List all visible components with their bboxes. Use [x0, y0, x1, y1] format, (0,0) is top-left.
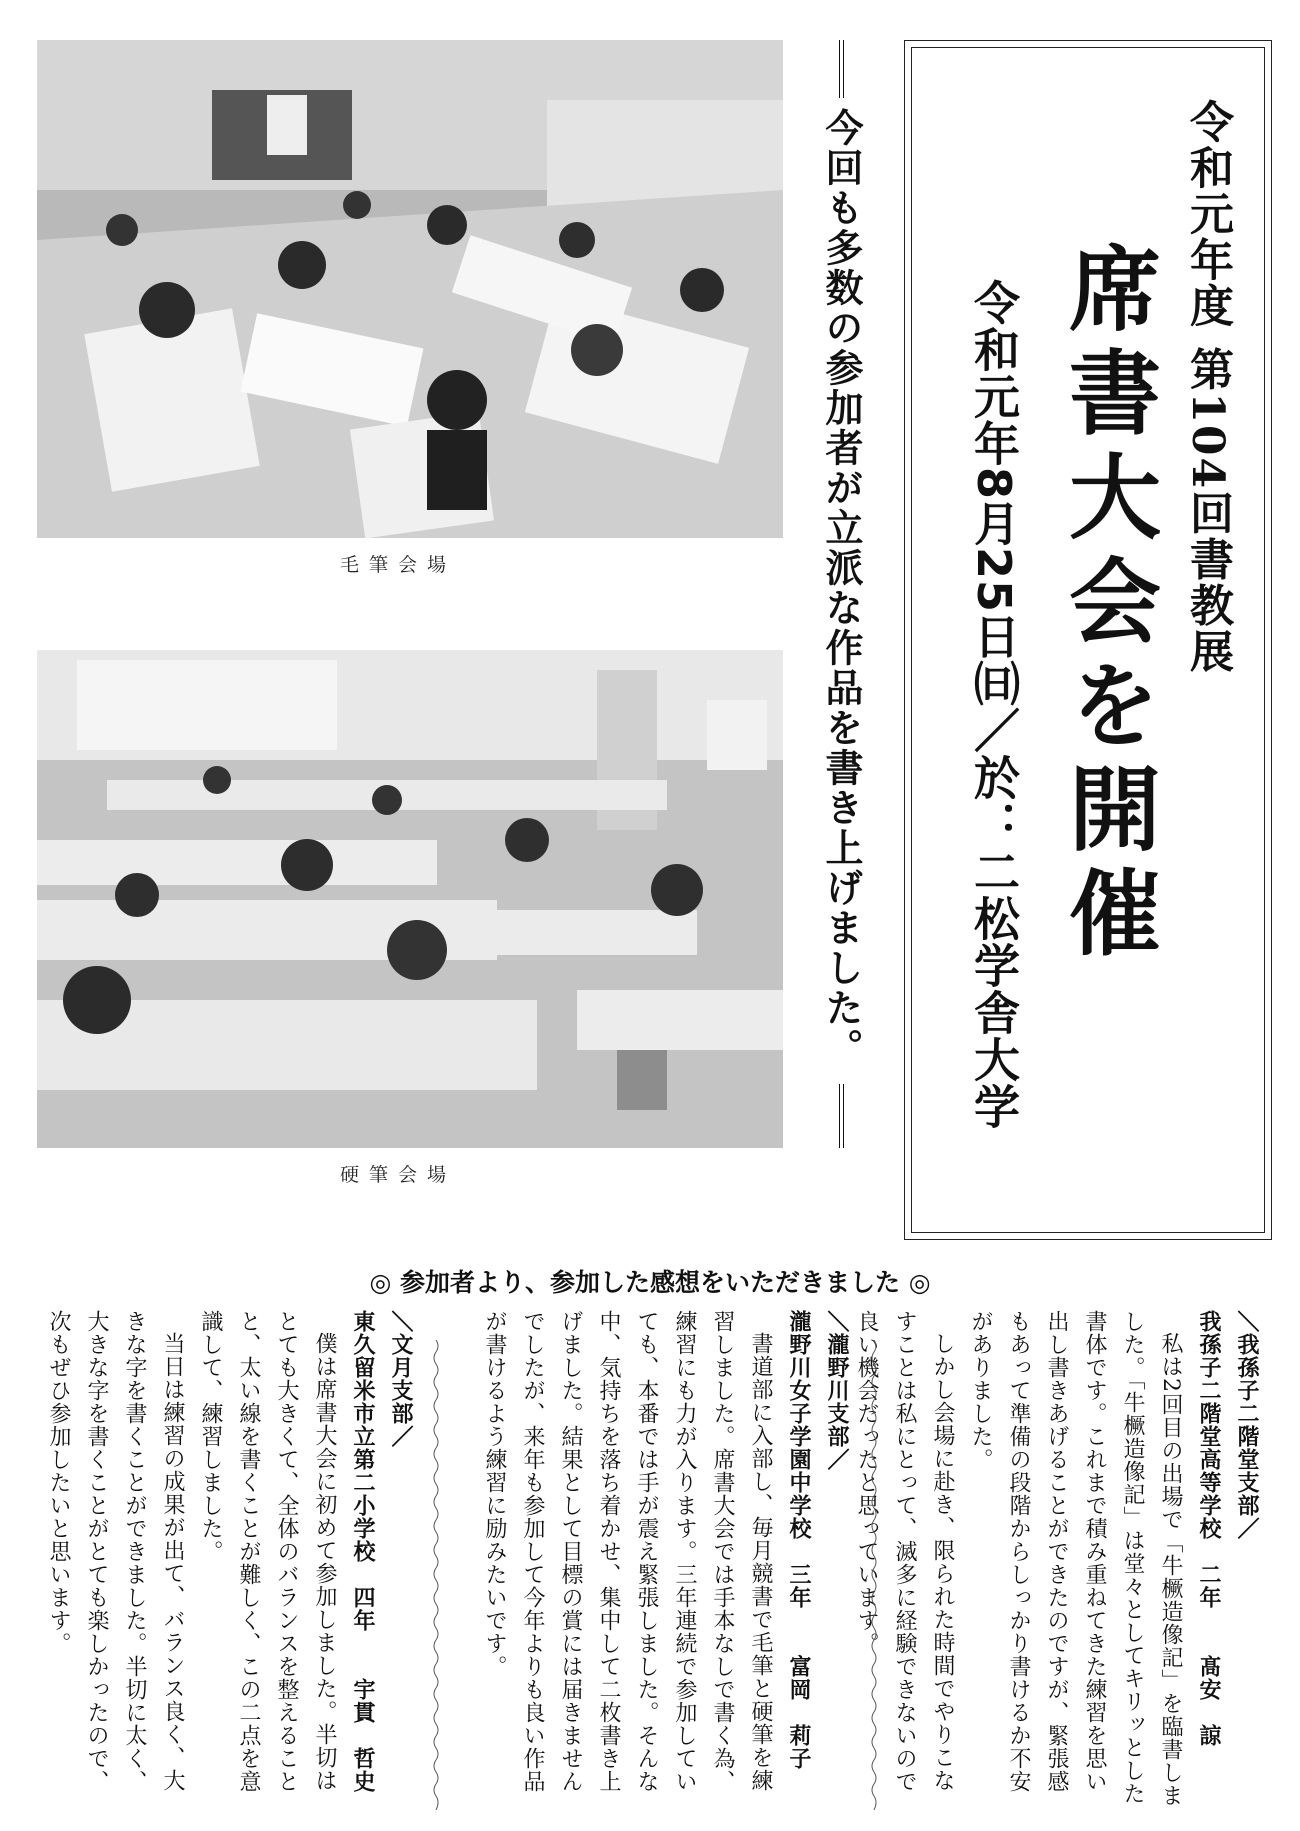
school-line: 我孫子二階堂高等学校 二年 髙安 諒: [1196, 1310, 1221, 1747]
paragraph: 僕は席書大会に初めて参加しました。半切はとても大きくて、全体のバランスを整えることと、太い線を書くことが難しく、この二点を意識して、練習しました。: [198, 1310, 337, 1793]
tagline: 今回も多数の参加者が立派な作品を書き上げました。: [819, 108, 863, 1068]
tagline-rule-top: [839, 40, 844, 98]
school-line: 瀧野川女子学園中学校 三年 富岡 莉子: [786, 1310, 811, 1770]
paragraph: 書道部に入部し、毎月競書で毛筆と硬筆を練習しました。席書大会では手本なしで書く為、練習にも力が入ります。三年連続で参加していても、本番では手が震え緊張しました。そんな中、気持ちを落ち着かせ、集中して二枚書き上げました。結果として目標の賞には届きませんでしたが、来年も参加して今年よりも良い作品が書けるよう練習に励みたいです。: [482, 1310, 773, 1793]
paragraph: 当日は練習の成果が出て、バランス良く、大きな字を書くことができました。半切に太く、大きな字を書くことがとても楽しかったので、次もぜひ参加したいと思います。: [46, 1310, 185, 1793]
testimonial-takinogawa: [455, 1310, 855, 1810]
branch-label: ＼瀧野川支部／: [824, 1310, 849, 1471]
testimonial-fumizuki: [37, 1310, 419, 1810]
branch-label: ＼文月支部／: [388, 1310, 413, 1448]
tagline-rule-bottom: [839, 1084, 844, 1148]
title-box: [904, 40, 1272, 1240]
title-main: 席書大会を開催: [1054, 241, 1162, 969]
pen-venue-photo: [37, 650, 783, 1148]
brush-venue-photo: [37, 40, 783, 538]
school-line: 東久留米市立第二小学校 四年 宇貫 哲史: [350, 1310, 375, 1793]
branch-label: ＼我孫子二階堂支部／: [1234, 1310, 1259, 1540]
pen-venue-caption: 硬筆会場: [340, 1164, 457, 1186]
title-date: 令和元年8月25日㈰／於：二松学舎大学: [967, 279, 1021, 1131]
paragraph: 私は2回目の出場で「牛橛造像記」を臨書しました。「牛橛造像記」は堂々としてキリッとした書体です。これまで積み重ねてきた練習を思い出し書きあげることができたのですが、緊張感もあって準備の段階からしっかり書けるか不安がありました。: [968, 1310, 1183, 1807]
brush-venue-caption: 毛筆会場: [340, 554, 457, 576]
title-line1: 令和元年度 第104回書教展: [1182, 99, 1233, 675]
column-divider: [432, 1340, 440, 1810]
paragraph: しかし会場に赴き、限られた時間でやりこなすことは私にとって、滅多に経験できないので良い機会だったと思っています。: [854, 1310, 955, 1793]
section-heading: ◎ 参加者より、参加した感想をいただきました ◎: [369, 1268, 931, 1297]
testimonial-abiko: [854, 1310, 1265, 1810]
column-divider: [870, 1340, 878, 1810]
